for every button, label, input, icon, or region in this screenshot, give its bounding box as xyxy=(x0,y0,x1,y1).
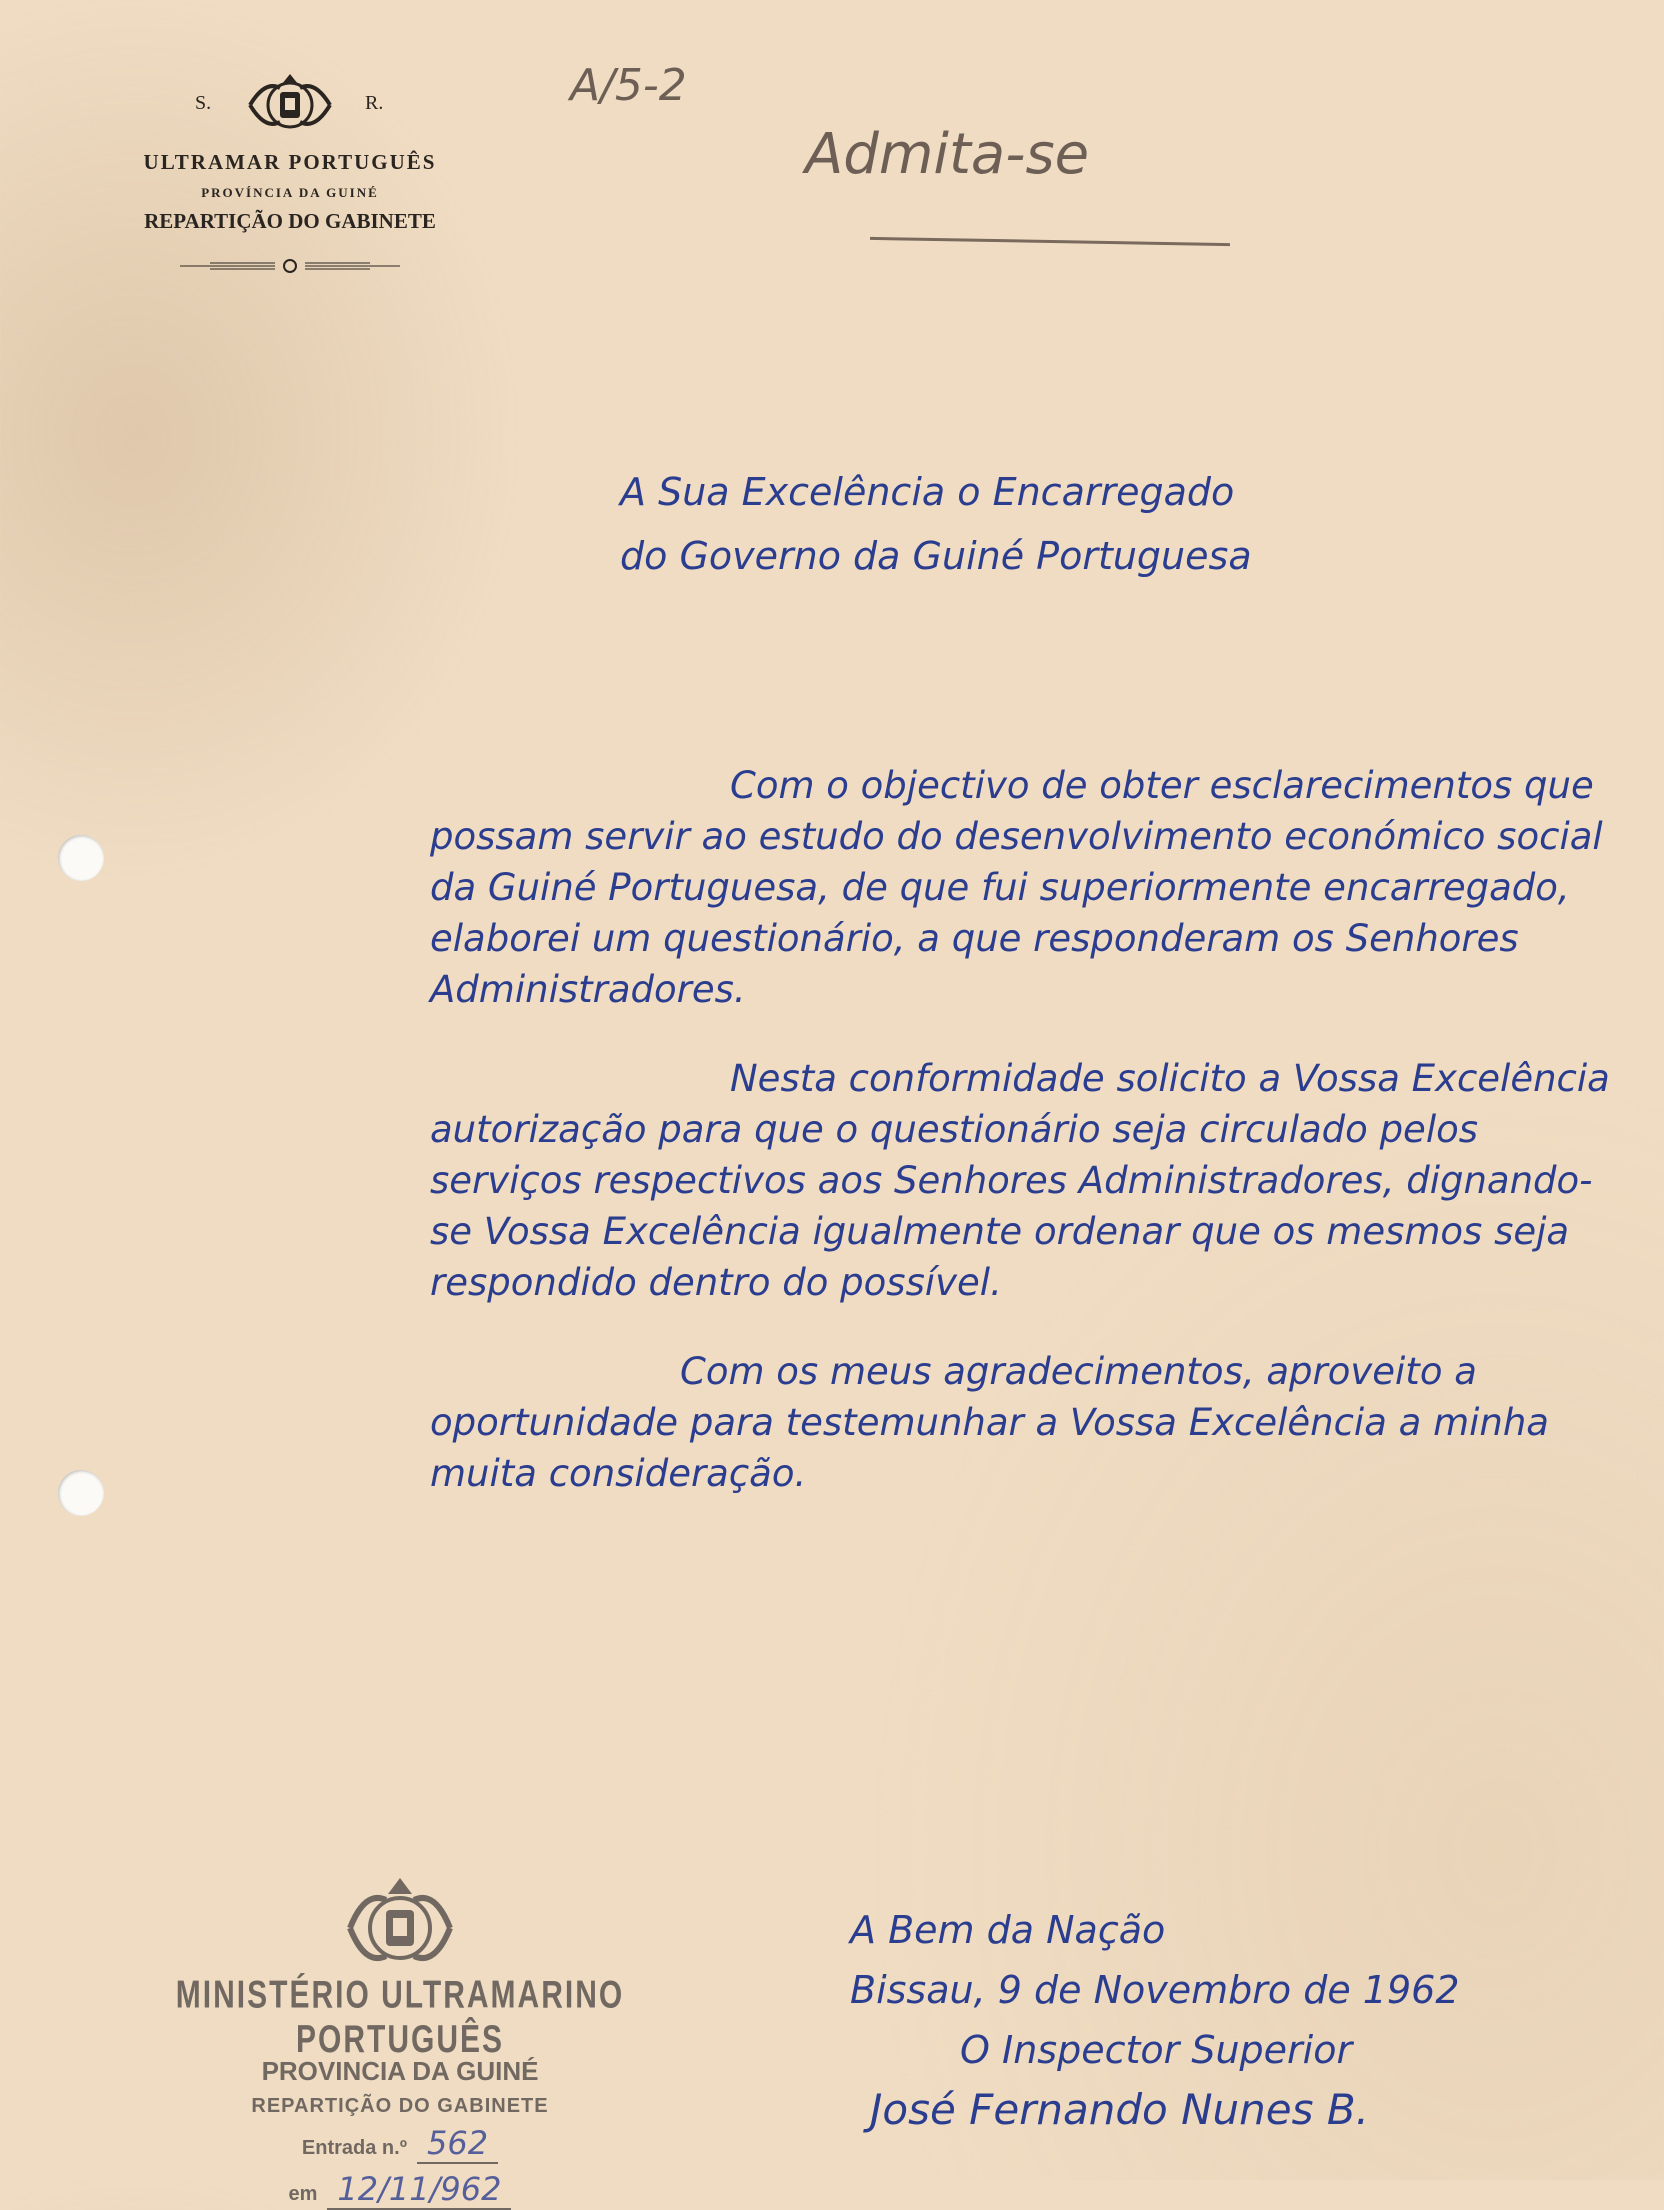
letterhead-initial-s: S. xyxy=(195,92,212,114)
stamp-date-label: em xyxy=(288,2183,318,2205)
stamp-date-value: 12/11/962 xyxy=(327,2170,511,2210)
closing-block xyxy=(850,1900,1460,2140)
body-paragraph-2: Nesta conformidade solicito a Vossa Excelência autorização para que o questionário seja circulado pelos serviços respectivos aos Senhores Administradores, dignando-se Vossa Excelência igualmente ordenar que os mesmos seja respondido dentro do possível. xyxy=(430,1057,1610,1304)
addressee-line-1: A Sua Excelência o Encarregado xyxy=(620,470,1235,514)
closing-place-date: Bissau, 9 de Novembro de 1962 xyxy=(850,1968,1460,2012)
addressee-line-2: do Governo da Guiné Portuguesa xyxy=(620,534,1252,578)
letterhead-initial-r: R. xyxy=(365,92,384,114)
signature: José Fernando Nunes B. xyxy=(870,2085,1369,2134)
reference-annotation: A/5-2 xyxy=(570,60,687,111)
stamp-date-row xyxy=(150,2170,650,2210)
stamp-entry-row xyxy=(150,2124,650,2164)
stamp-entry-label: Entrada n.º xyxy=(301,2137,408,2159)
stamp-crest-icon xyxy=(340,1870,460,1980)
registry-stamp xyxy=(150,1870,650,2210)
letterhead xyxy=(80,70,500,280)
coat-of-arms-icon xyxy=(240,70,340,140)
stamp-province: PROVINCIA DA GUINÉ xyxy=(261,2056,539,2086)
letterhead-ornament xyxy=(180,256,400,276)
addressee-block xyxy=(620,460,1252,588)
letterhead-province: PROVÍNCIA DA GUINÉ xyxy=(201,185,379,200)
body-paragraph-3: Com os meus agradecimentos, aproveito a oportunidade para testemunhar a Vossa Excelência a minha muita consideração. xyxy=(430,1350,1549,1495)
stamp-department: REPARTIÇÃO DO GABINETE xyxy=(251,2095,549,2117)
closing-role: O Inspector Superior xyxy=(960,2028,1353,2072)
closing-motto: A Bem da Nação xyxy=(850,1908,1166,1952)
stamp-ministry: MINISTÉRIO ULTRAMARINO PORTUGUÊS xyxy=(175,1973,625,2061)
letterhead-initials xyxy=(80,70,500,140)
punch-hole-top xyxy=(58,835,104,881)
despacho-underline xyxy=(870,237,1230,246)
despacho-annotation: Admita-se xyxy=(805,122,1090,187)
letterhead-department: REPARTIÇÃO DO GABINETE xyxy=(144,209,436,233)
punch-hole-bottom xyxy=(58,1470,104,1516)
letter-body xyxy=(430,760,1610,1537)
letterhead-title: ULTRAMAR PORTUGUÊS xyxy=(143,150,437,174)
stamp-entry-number: 562 xyxy=(417,2124,498,2164)
body-paragraph-1: Com o objectivo de obter esclarecimentos que possam servir ao estudo do desenvolvimento económico social da Guiné Portuguesa, de que fui superiormente encarregado, elaborei um questionário, a que responderam os Senhores Administradores. xyxy=(430,764,1603,1011)
